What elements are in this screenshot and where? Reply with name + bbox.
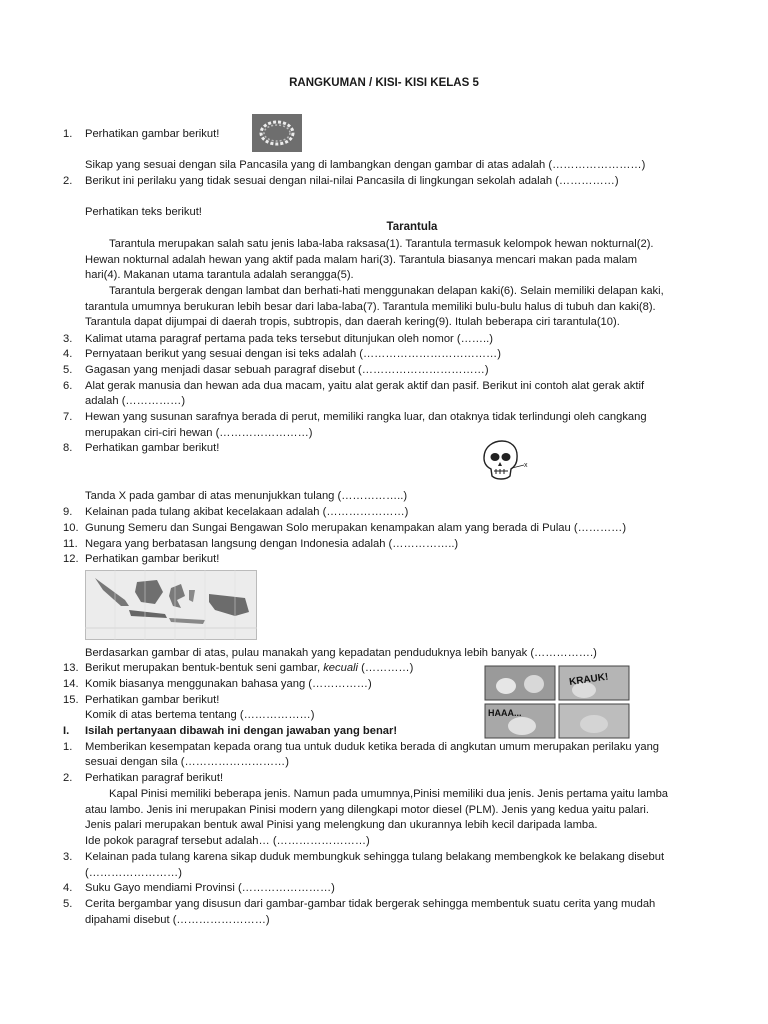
question-text: Komik biasanya menggunakan bahasa yang (……………) bbox=[85, 678, 372, 690]
question-text bbox=[85, 661, 413, 676]
reading-line: Hewan nokturnal adalah hewan yang aktif pada malam hari(3). Tarantula biasanya mencari makan pada malam bbox=[85, 254, 638, 266]
question-text: adalah (……………) bbox=[85, 395, 186, 407]
question-text: Kelainan pada tulang karena sikap duduk membungkuk sehingga tulang belakang membengkok ke belakang disebut bbox=[85, 851, 665, 863]
question-text: Memberikan kesempatan kepada orang tua untuk duduk ketika berada di angkutan umum merupakan perilaku yang bbox=[85, 741, 660, 753]
question-text: Kelainan pada tulang akibat kecelakaan adalah (…………………) bbox=[85, 506, 409, 518]
reading-line: hari(4). Makanan utama tarantula adalah serangga(5). bbox=[85, 269, 354, 281]
chain-image bbox=[252, 114, 302, 152]
question-number: 3. bbox=[63, 851, 73, 863]
reading-intro: Perhatikan teks berikut! bbox=[85, 206, 202, 218]
question-number: 5. bbox=[63, 898, 73, 910]
question-text: Perhatikan gambar berikut! bbox=[85, 553, 220, 565]
comic-image bbox=[484, 664, 630, 740]
indonesia-map-image bbox=[85, 570, 257, 640]
question-text: Hewan yang susunan sarafnya berada di perut, memiliki rangka luar, dan otaknya tidak terlindungi oleh cangkang bbox=[85, 411, 647, 423]
question-number: 13. bbox=[63, 662, 79, 674]
question-text: Gagasan yang menjadi dasar sebuah paragraf disebut (……………………………) bbox=[85, 364, 489, 376]
question-number: 2. bbox=[63, 175, 73, 187]
question-text: dipahami disebut (……………………) bbox=[85, 914, 270, 926]
question-text: Berikut ini perilaku yang tidak sesuai dengan nilai-nilai Pancasila di lingkungan sekolah adalah (……………) bbox=[85, 175, 619, 187]
question-text: Cerita bergambar yang disusun dari gambar-gambar tidak bergerak sehingga membentuk suatu cerita yang mudah bbox=[85, 898, 656, 910]
question-text: sesuai dengan sila (………………………) bbox=[85, 756, 289, 768]
question-text: Perhatikan paragraf berikut! bbox=[85, 772, 224, 784]
question-number: 5. bbox=[63, 364, 73, 376]
comic-sound-haaa: HAAA... bbox=[488, 708, 522, 718]
question-number: 7. bbox=[63, 411, 73, 423]
question-text: merupakan ciri-ciri hewan (……………………) bbox=[85, 427, 313, 439]
reading-line: Tarantula merupakan salah satu jenis laba-laba raksasa(1). Tarantula termasuk kelompok hewan nokturnal(2). bbox=[109, 238, 654, 250]
question-text: Pernyataan berikut yang sesuai dengan isi teks adalah (………………………………) bbox=[85, 348, 501, 360]
question-text-italic: kecuali bbox=[323, 662, 359, 674]
question-number: 10. bbox=[63, 522, 79, 534]
question-number: 2. bbox=[63, 772, 73, 784]
question-text-main: Berikut merupakan bentuk-bentuk seni gambar, bbox=[85, 662, 324, 674]
question-text: Komik di atas bertema tentang (………………) bbox=[85, 709, 315, 721]
paragraph-line: Kapal Pinisi memiliki beberapa jenis. Namun pada umumnya,Pinisi memiliki dua jenis. Jenis pertama yaitu lamba bbox=[109, 788, 669, 800]
question-number: 6. bbox=[63, 380, 73, 392]
question-text: (……………………) bbox=[85, 867, 182, 879]
question-text: Kalimat utama paragraf pertama pada teks tersebut ditunjukan oleh nomor (……..) bbox=[85, 333, 493, 345]
reading-line: Tarantula bergerak dengan lambat dan berhati-hati menggunakan delapan kaki(6). Selain memiliki delapan kaki, bbox=[109, 285, 664, 297]
paragraph-line: atau lambo. Jenis ini merupakan Pinisi modern yang dilengkapi motor diesel (PLM). Jenis yang kedua yaitu palari. bbox=[85, 804, 650, 816]
question-number: 11. bbox=[63, 538, 78, 550]
question-number: 9. bbox=[63, 506, 73, 518]
question-text: Perhatikan gambar berikut! bbox=[85, 442, 220, 454]
reading-line: Tarantula dapat dijumpai di daerah tropis, subtropis, dan daerah kering(9). Itulah beberapa ciri tarantula(10). bbox=[85, 316, 620, 328]
question-text: Perhatikan gambar berikut! bbox=[85, 694, 220, 706]
question-text: Suku Gayo mendiami Provinsi (……………………) bbox=[85, 882, 335, 894]
reading-heading: Tarantula bbox=[386, 221, 438, 233]
x-mark: x bbox=[524, 462, 528, 469]
question-text: Ide pokok paragraf tersebut adalah… (……………………) bbox=[85, 835, 370, 847]
question-number: 15. bbox=[63, 694, 79, 706]
question-text: Tanda X pada gambar di atas menunjukkan tulang (……………..) bbox=[85, 490, 408, 502]
paragraph-line: Jenis palari merupakan bentuk awal Pinisi yang melengkung dan ukurannya lebih kecil daripada lamba. bbox=[85, 819, 598, 831]
question-number: 8. bbox=[63, 442, 73, 454]
question-number: 1. bbox=[63, 741, 73, 753]
question-text: Sikap yang sesuai dengan sila Pancasila yang di lambangkan dengan gambar di atas adalah (……………………) bbox=[85, 159, 646, 171]
skull-image bbox=[472, 438, 532, 484]
question-number: 1. bbox=[63, 128, 73, 140]
question-number: 4. bbox=[63, 882, 73, 894]
reading-line: tarantula umumnya berukuran lebih besar dari laba-laba(7). Tarantula memiliki bulu-bulu halus di tubuh dan kaki(8). bbox=[85, 301, 656, 313]
question-text: Negara yang berbatasan langsung dengan Indonesia adalah (……………..) bbox=[85, 538, 459, 550]
question-text: Berdasarkan gambar di atas, pulau manakah yang kepadatan penduduknya lebih banyak (…………….) bbox=[85, 647, 597, 659]
comic-sound-krauk: KRAUK! bbox=[568, 671, 610, 689]
question-number: 12. bbox=[63, 553, 79, 565]
question-number: 14. bbox=[63, 678, 79, 690]
question-text: Perhatikan gambar berikut! bbox=[85, 128, 220, 140]
question-text-tail: (…………) bbox=[358, 662, 414, 674]
question-text: Gunung Semeru dan Sungai Bengawan Solo merupakan kenampakan alam yang berada di Pulau (…………) bbox=[85, 522, 627, 534]
section-number: I. bbox=[63, 725, 70, 737]
question-number: 4. bbox=[63, 348, 73, 360]
page-title: RANGKUMAN / KISI- KISI KELAS 5 bbox=[289, 77, 479, 89]
question-text: Alat gerak manusia dan hewan ada dua macam, yaitu alat gerak aktif dan pasif. Berikut ini contoh alat gerak aktif bbox=[85, 380, 645, 392]
question-number: 3. bbox=[63, 333, 73, 345]
section-instruction: Isilah pertanyaan dibawah ini dengan jawaban yang benar! bbox=[85, 725, 398, 737]
